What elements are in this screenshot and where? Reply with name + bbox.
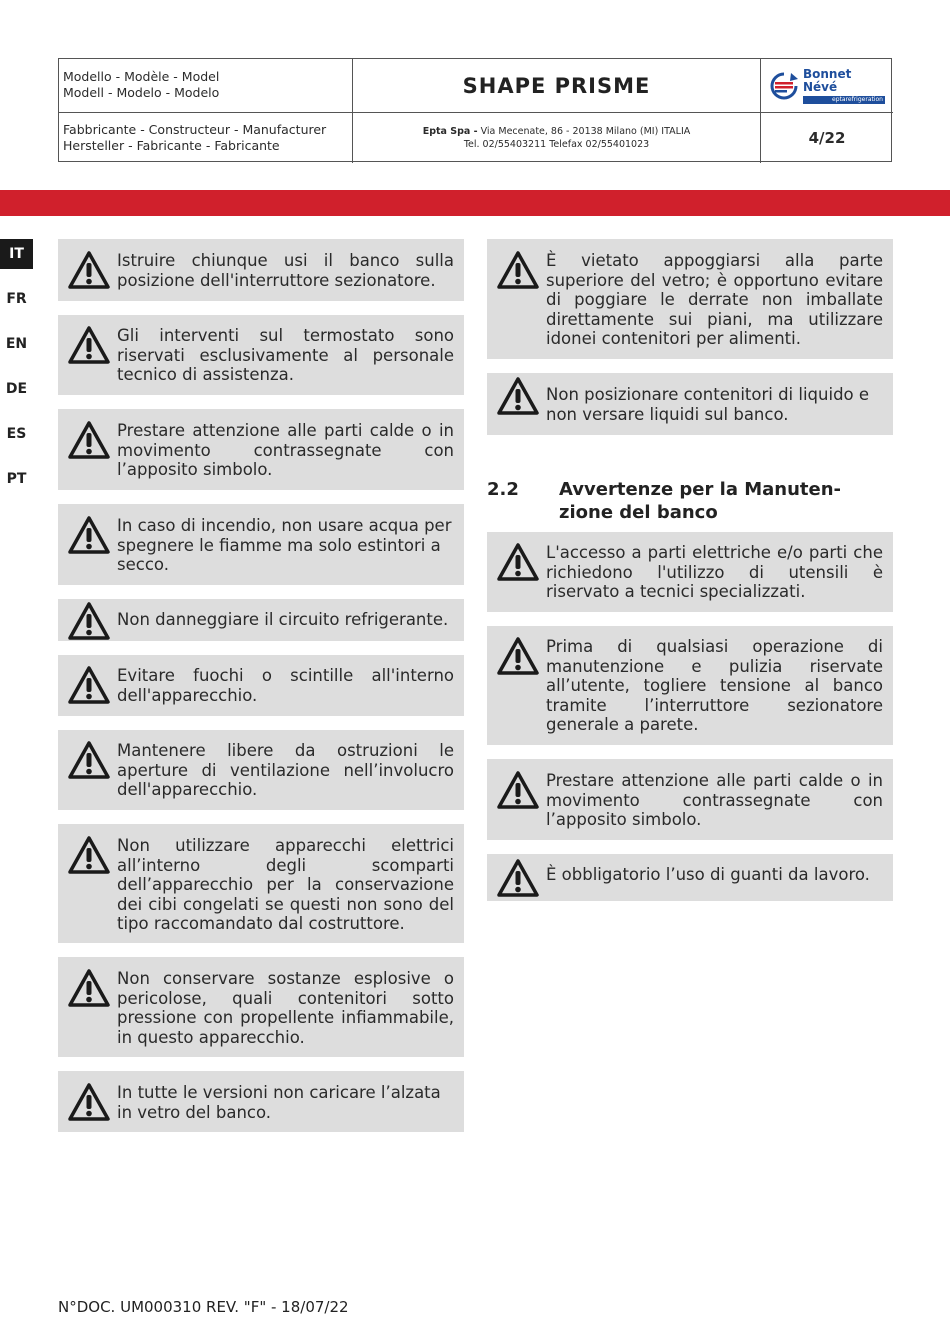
warning-text: Prestare attenzione alle parti calde o in movimento contrassegnate con l’apposito simbolo.	[546, 771, 883, 829]
lang-tab-it[interactable]: IT	[0, 239, 33, 269]
bonnet-neve-logo-icon	[769, 71, 799, 101]
warning-box	[487, 626, 893, 745]
company-name: Epta Spa -	[422, 126, 478, 137]
model-label-line2: Modell - Modelo - Modelo	[63, 85, 220, 100]
warning-triangle-icon	[67, 515, 111, 555]
warning-triangle-icon	[496, 770, 540, 810]
manufacturer-label-line1: Fabbricante - Constructeur - Manufacturer	[63, 122, 327, 137]
warning-box	[58, 730, 464, 810]
warning-text: Non danneggiare il circuito refrigerante.	[117, 610, 449, 629]
warning-text: L'accesso a parti elettriche e/o parti che richiedono l'utilizzo di utensili è riservato a tecnici specializzati.	[546, 543, 883, 601]
warning-triangle-icon	[67, 420, 111, 460]
warning-box	[58, 1071, 464, 1132]
document-number-footer: N°DOC. UM000310 REV. "F" - 18/07/22	[58, 1298, 349, 1316]
warning-text: Mantenere libere da ostruzioni le aperture di ventilazione nell’involucro dell'apparecchio.	[117, 741, 454, 799]
warning-box	[58, 239, 464, 301]
lang-tab-es[interactable]: ES	[6, 426, 27, 442]
company-address: Via Mecenate, 86 - 20138 Milano (MI) ITALIA	[477, 126, 691, 137]
warning-triangle-icon	[496, 542, 540, 582]
warning-box	[487, 373, 893, 435]
model-label	[59, 59, 353, 113]
warning-box	[58, 824, 464, 943]
warning-box	[58, 599, 464, 641]
warning-box	[58, 655, 464, 716]
model-label-line1: Modello - Modèle - Model	[63, 69, 220, 84]
warning-box	[487, 759, 893, 840]
warning-triangle-icon	[496, 858, 540, 898]
warning-triangle-icon	[67, 1082, 111, 1122]
logo-text-neve: Névé	[803, 79, 838, 94]
warning-text: Non posizionare contenitori di liquido e non versare liquidi sul banco.	[546, 385, 870, 424]
warning-triangle-icon	[67, 325, 111, 365]
warning-text: Non utilizzare apparecchi elettrici all’interno degli scomparti dell’apparecchio per la conservazione dei cibi congelati se questi non sono del tipo raccomandato dal costruttore.	[117, 836, 454, 933]
logo-bar-epta: eptarefrigeration	[803, 96, 885, 104]
warning-box	[487, 854, 893, 901]
document-title: SHAPE PRISME	[353, 59, 761, 113]
red-divider-bar	[0, 190, 950, 216]
warning-text: Gli interventi sul termostato sono riservati esclusivamente al personale tecnico di assistenza.	[117, 326, 454, 384]
warning-text: È vietato appoggiarsi alla parte superiore del vetro; è opportuno evitare di poggiare le derrate non imballate direttamente sui piani, ma utilizzare idonei contenitori per alimenti.	[546, 251, 883, 348]
warning-triangle-icon	[496, 636, 540, 676]
warning-box	[487, 239, 893, 359]
manufacturer-label	[59, 113, 353, 163]
company-phone: Tel. 02/55403211 Telefax 02/55401023	[463, 139, 650, 150]
section-number: 2.2	[487, 479, 519, 500]
logo-text-bonnet: Bonnet	[803, 66, 852, 81]
warning-text: In caso di incendio, non usare acqua per spegnere le fiamme ma solo estintori a secco.	[117, 516, 452, 574]
warning-text: È obbligatorio l’uso di guanti da lavoro.	[546, 865, 870, 884]
page-number: 4/22	[808, 129, 846, 147]
warning-box	[487, 532, 893, 612]
warning-box	[58, 409, 464, 490]
lang-tab-fr[interactable]: FR	[6, 291, 27, 307]
warning-text: In tutte le versioni non caricare l’alzata in vetro del banco.	[117, 1083, 441, 1122]
warning-triangle-icon	[67, 601, 111, 641]
warning-text: Evitare fuochi o scintille all'interno dell'apparecchio.	[117, 666, 454, 705]
warning-text: Prestare attenzione alle parti calde o in movimento contrassegnate con l’apposito simbolo.	[117, 421, 454, 479]
section-title: Avvertenze per la Manuten-zione del banco	[559, 479, 842, 523]
document-header	[58, 58, 892, 162]
lang-tab-pt[interactable]: PT	[6, 471, 27, 487]
warning-box	[58, 315, 464, 395]
lang-tab-de[interactable]: DE	[5, 381, 28, 397]
warning-text: Prima di qualsiasi operazione di manutenzione e pulizia riservate all’utente, togliere tensione al banco tramite l’interruttore sezionatore generale a parete.	[546, 637, 883, 734]
warning-triangle-icon	[496, 250, 540, 290]
manufacturer-address	[353, 113, 761, 163]
warning-box	[58, 504, 464, 585]
lang-tab-en[interactable]: EN	[5, 336, 28, 352]
brand-logo	[761, 59, 893, 113]
warning-triangle-icon	[67, 250, 111, 290]
manufacturer-label-line2: Hersteller - Fabricante - Fabricante	[63, 138, 280, 153]
warning-text: Non conservare sostanze esplosive o pericolose, quali contenitori sotto pressione con propellente infiammabile, in questo apparecchio.	[117, 969, 454, 1047]
warning-text: Istruire chiunque usi il banco sulla posizione dell'interruttore sezionatore.	[117, 251, 454, 290]
warning-triangle-icon	[67, 665, 111, 705]
warning-triangle-icon	[496, 376, 540, 416]
warning-triangle-icon	[67, 740, 111, 780]
warning-box	[58, 957, 464, 1057]
warning-triangle-icon	[67, 968, 111, 1008]
warning-triangle-icon	[67, 835, 111, 875]
